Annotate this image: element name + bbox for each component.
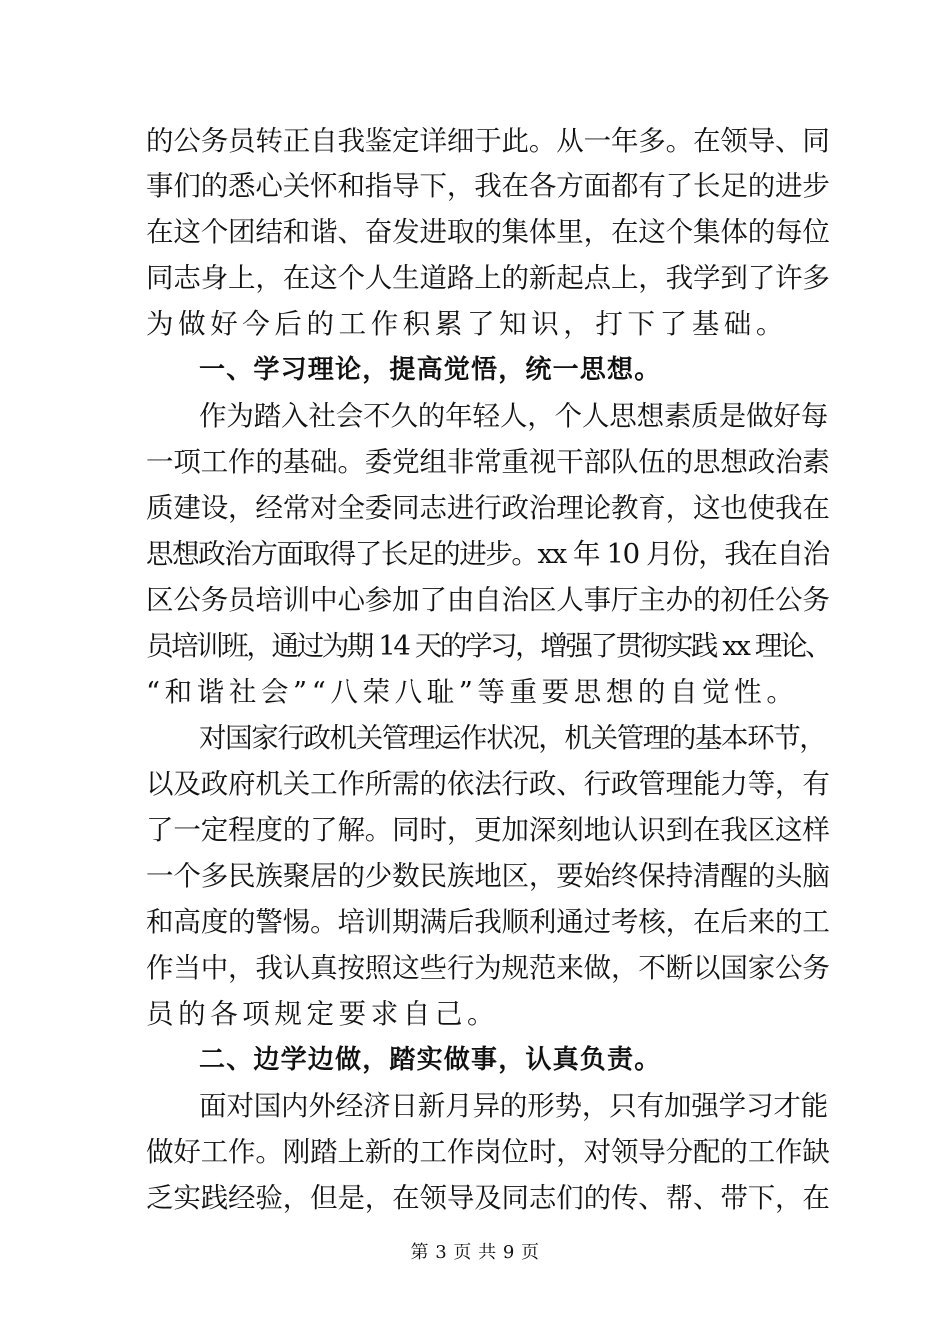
text-line: 一项工作的基础。委党组非常重视干部队伍的思想政治素 xyxy=(146,446,830,478)
text-line: 质建设，经常对全委同志进行政治理论教育，这也使我在 xyxy=(146,492,830,524)
text-line: 的公务员转正自我鉴定详细于此。从一年多。在领导、同 xyxy=(146,125,830,157)
text-line: 作为踏入社会不久的年轻人，个人思想素质是做好每 xyxy=(199,400,829,432)
text-line: 和高度的警惕。培训期满后我顺利通过考核，在后来的工 xyxy=(146,906,830,938)
text-line: 为做好今后的工作积累了知识，打下了基础。 xyxy=(146,308,788,340)
text-line: 做好工作。刚踏上新的工作岗位时，对领导分配的工作缺 xyxy=(146,1136,830,1168)
text-line: 面对国内外经济日新月异的形势，只有加强学习才能 xyxy=(199,1090,829,1122)
section-heading: 二、边学边做，踏实做事，认真负责。 xyxy=(199,1045,662,1075)
text-line: “和谐社会”“八荣八耻”等重要思想的自觉性。 xyxy=(146,676,799,708)
text-line: 同志身上，在这个人生道路上的新起点上，我学到了许多 xyxy=(146,262,830,294)
text-line: 作当中，我认真按照这些行为规范来做，不断以国家公务 xyxy=(146,952,830,984)
text-line: 对国家行政机关管理运作状况，机关管理的基本环节， xyxy=(199,722,826,754)
text-line: 以及政府机关工作所需的依法行政、行政管理能力等，有 xyxy=(146,768,830,800)
text-line: 事们的悉心关怀和指导下，我在各方面都有了长足的进步 xyxy=(146,170,830,202)
text-line: 思想政治方面取得了长足的进步。xx 年 10 月份，我在自治 xyxy=(146,538,829,570)
page-number-footer: 第 3 页 共 9 页 xyxy=(410,1242,540,1263)
text-line: 在这个团结和谐、奋发进取的集体里，在这个集体的每位 xyxy=(146,216,830,248)
text-line: 员培训班，通过为期 14 天的学习，增强了贯彻实践 xx 理论、 xyxy=(146,630,831,662)
text-line: 区公务员培训中心参加了由自治区人事厅主办的初任公务 xyxy=(146,584,830,616)
section-heading: 一、学习理论，提高觉悟，统一思想。 xyxy=(199,355,662,385)
text-line: 乏实践经验，但是，在领导及同志们的传、帮、带下，在 xyxy=(146,1182,830,1214)
text-line: 了一定程度的了解。同时，更加深刻地认识到在我区这样 xyxy=(146,814,830,846)
text-line: 一个多民族聚居的少数民族地区，要始终保持清醒的头脑 xyxy=(146,860,830,892)
text-line: 员的各项规定要求自己。 xyxy=(146,998,500,1030)
